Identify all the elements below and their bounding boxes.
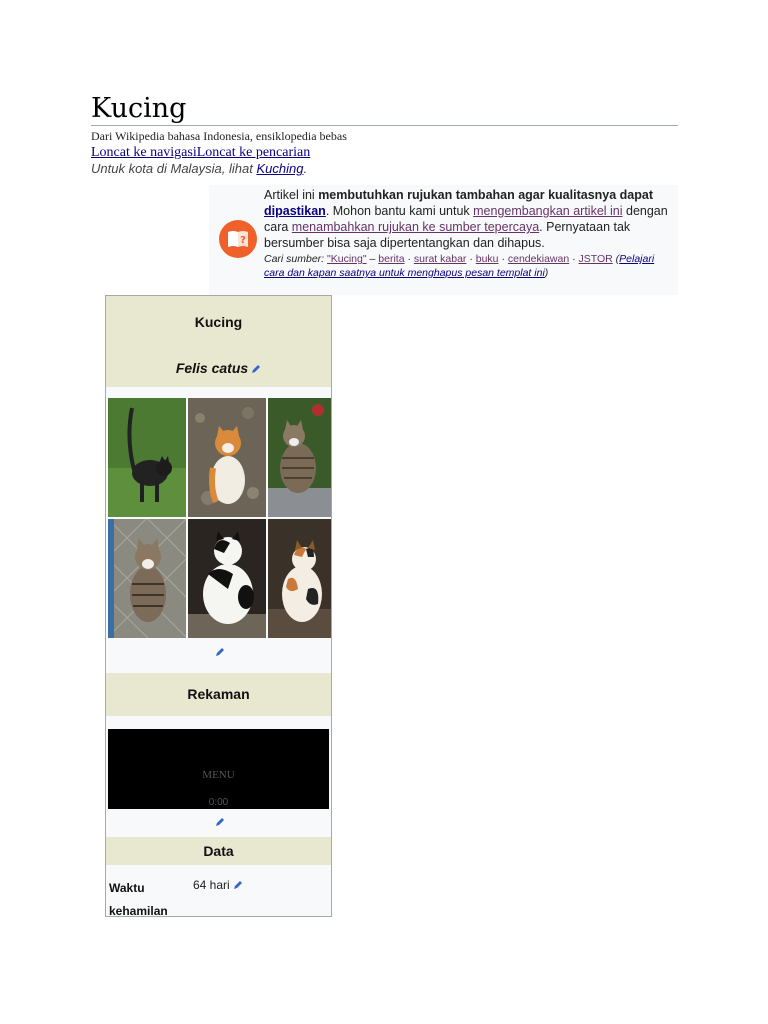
refimprove-notice: [209, 185, 678, 295]
gestation-value: [193, 877, 243, 894]
cat-photo-gallery: [108, 398, 331, 638]
add-references-link[interactable]: menambahkan rujukan ke sumber tepercaya: [291, 220, 540, 234]
skip-navigation-link[interactable]: Loncat ke navigasi: [91, 145, 197, 160]
source-query-link[interactable]: "Kucing": [327, 253, 367, 265]
notice-bold: membutuhkan rujukan tambahan agar kualitasnya dapat: [318, 188, 653, 202]
source-newspaper-link[interactable]: surat kabar: [413, 253, 467, 265]
cat-photo-tabby-sitting[interactable]: [268, 398, 331, 517]
skip-search-link[interactable]: Loncat ke pencarian: [196, 145, 311, 160]
hatnote-suffix: .: [303, 161, 308, 176]
edit-pencil-icon[interactable]: [215, 814, 225, 832]
cat-photo-calico[interactable]: [268, 519, 331, 638]
edit-pencil-icon[interactable]: [251, 361, 261, 377]
cat-photo-orange-white[interactable]: [188, 398, 266, 517]
notice-t1: Artikel ini: [264, 188, 319, 202]
edit-pencil-icon[interactable]: [233, 878, 243, 894]
gestation-label: Waktu kehamilan: [109, 881, 168, 917]
page-subtitle: Dari Wikipedia bahasa Indonesia, ensiklopedia bebas: [91, 129, 347, 143]
find-sources-label: Cari sumber:: [264, 253, 328, 265]
dash: –: [366, 253, 379, 265]
find-sources: Cari sumber: "Kucing" – berita · surat kabar · buku · cendekiawan · JSTOR (Pelajari cara dan kapan saatnya untuk menghapus pesan templat ini): [264, 253, 655, 279]
separator: ·: [498, 253, 508, 265]
hatnote-link[interactable]: Kuching: [256, 161, 304, 176]
player-time: 0:00: [208, 797, 229, 808]
book-question-icon: [219, 220, 257, 258]
edit-recording-control: [106, 814, 331, 832]
skip-links: [91, 145, 310, 161]
svg-text:?: ?: [240, 235, 246, 246]
gestation-value-text: 64 hari: [193, 878, 230, 892]
audio-player[interactable]: [108, 729, 329, 809]
edit-image-control: [106, 644, 331, 662]
cat-photo-tabby-fence[interactable]: [108, 519, 186, 638]
separator: ·: [569, 253, 579, 265]
source-books-link[interactable]: buku: [475, 253, 499, 265]
hatnote-text: Untuk kota di Malaysia, lihat: [91, 161, 257, 176]
cat-photo-black-white[interactable]: [188, 519, 266, 638]
expand-article-link[interactable]: mengembangkan artikel ini: [473, 204, 623, 218]
notice-t2: . Mohon bantu kami untuk: [325, 204, 474, 218]
player-menu[interactable]: MENU: [202, 769, 235, 781]
learn-remove-template-link[interactable]: Pelajari cara dan kapan saatnya untuk menghapus pesan templat ini: [264, 253, 655, 279]
cat-photo-black[interactable]: [108, 398, 186, 517]
separator: ·: [466, 253, 476, 265]
dipastikan-link[interactable]: dipastikan: [264, 204, 326, 218]
source-news-link[interactable]: berita: [378, 253, 405, 265]
notice-t3: dengan cara: [264, 204, 668, 234]
source-scholar-link[interactable]: cendekiawan: [507, 253, 570, 265]
separator: ·: [404, 253, 414, 265]
notice-t4: . Pernyataan tak bersumber bisa saja dipertentangkan dan dihapus.: [264, 220, 631, 250]
hatnote: [91, 161, 307, 176]
notice-text: [264, 187, 676, 280]
infobox-section-recording: Rekaman: [106, 673, 331, 716]
scientific-name-text: Felis catus: [175, 360, 249, 376]
infobox-scientific-name: [106, 360, 331, 377]
infobox-name: Kucing: [194, 314, 243, 330]
source-jstor-link[interactable]: JSTOR: [578, 253, 613, 265]
taxobox: [105, 295, 332, 917]
page-title: Kucing: [91, 92, 678, 126]
edit-pencil-icon[interactable]: [215, 644, 225, 662]
infobox-section-data: Data: [106, 837, 331, 865]
infobox-title-block: [106, 296, 331, 387]
